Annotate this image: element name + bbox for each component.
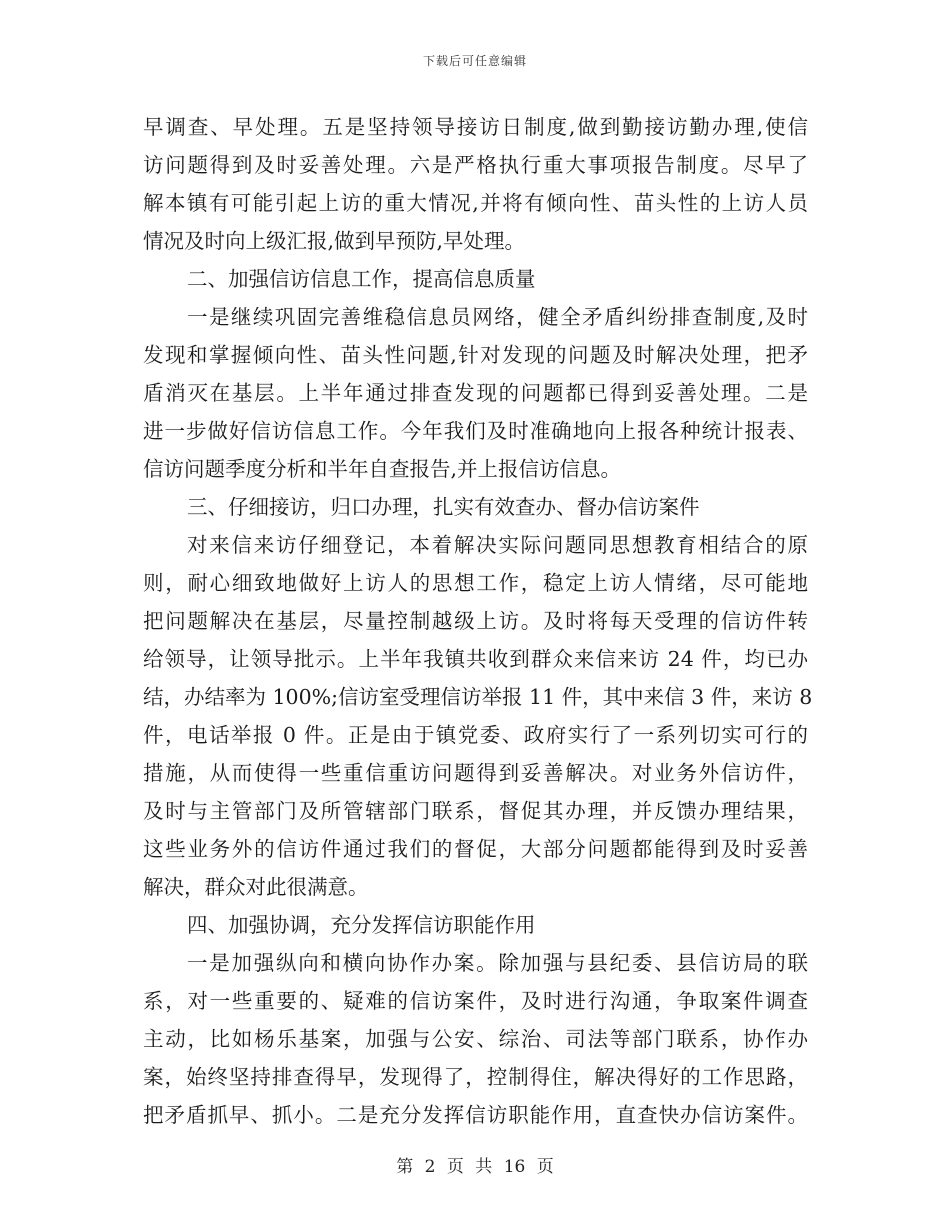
page-footer: 第 2 页 共 16 页 — [396, 1157, 554, 1177]
text-line: 情况及时向上级汇报,做到早预防,早处理。 — [143, 229, 526, 253]
text-line: 一是加强纵向和横向协作办案。除加强与县纪委、县信访局的联 — [187, 951, 808, 975]
text-line: 结，办结率为 100%;信访室受理信访举报 11 件，其中来信 3 件，来访 8 — [143, 685, 813, 709]
text-line: 给领导，让领导批示。上半年我镇共收到群众来信来访 24 件，均已办 — [143, 647, 808, 671]
text-line: 及时与主管部门及所管辖部门联系，督促其办理，并反馈办理结果， — [143, 799, 808, 823]
text-line: 措施，从而使得一些重信重访问题得到妥善解决。对业务外信访件， — [143, 761, 808, 785]
text-line: 信访问题季度分析和半年自查报告,并上报信访信息。 — [143, 457, 622, 481]
text-line: 案，始终坚持排查得早，发现得了，控制得住，解决得好的工作思路， — [143, 1065, 808, 1089]
text-line: 把矛盾抓早、抓小。二是充分发挥信访职能作用，直查快办信访案件。 — [143, 1103, 808, 1127]
page-header: 下载后可任意编辑 — [422, 54, 527, 68]
text-line: 解本镇有可能引起上访的重大情况,并将有倾向性、苗头性的上访人员 — [143, 191, 808, 215]
text-line: 二、加强信访信息工作，提高信息质量 — [187, 267, 536, 291]
text-line: 把问题解决在基层，尽量控制越级上访。及时将每天受理的信访件转 — [143, 609, 808, 633]
text-line: 三、仔细接访，归口办理，扎实有效查办、督办信访案件 — [187, 495, 700, 519]
text-line: 四、加强协调，充分发挥信访职能作用 — [187, 913, 536, 937]
text-line: 访问题得到及时妥善处理。六是严格执行重大事项报告制度。尽早了 — [143, 153, 808, 177]
text-line: 发现和掌握倾向性、苗头性问题,针对发现的问题及时解决处理，把矛 — [143, 343, 808, 367]
text-line: 进一步做好信访信息工作。今年我们及时准确地向上报各种统计报表、 — [143, 419, 808, 443]
text-line: 则，耐心细致地做好上访人的思想工作，稳定上访人情绪，尽可能地 — [143, 571, 808, 595]
text-line: 系，对一些重要的、疑难的信访案件，及时进行沟通，争取案件调查 — [143, 989, 808, 1013]
text-line: 主动，比如杨乐基案，加强与公安、综治、司法等部门联系，协作办 — [143, 1027, 808, 1051]
text-line: 解决，群众对此很满意。 — [143, 875, 369, 899]
document-body — [143, 108, 813, 1134]
text-line: 这些业务外的信访件通过我们的督促，大部分问题都能得到及时妥善 — [143, 837, 808, 861]
text-line: 盾消灭在基层。上半年通过排查发现的问题都已得到妥善处理。二是 — [143, 381, 808, 405]
text-line: 对来信来访仔细登记，本着解决实际问题同思想教育相结合的原 — [187, 533, 808, 557]
text-line: 件，电话举报 0 件。正是由于镇党委、政府实行了一系列切实可行的 — [143, 723, 808, 747]
text-line: 早调查、早处理。五是坚持领导接访日制度,做到勤接访勤办理,使信 — [143, 115, 808, 139]
text-line: 一是继续巩固完善维稳信息员网络，健全矛盾纠纷排查制度,及时 — [187, 305, 808, 329]
